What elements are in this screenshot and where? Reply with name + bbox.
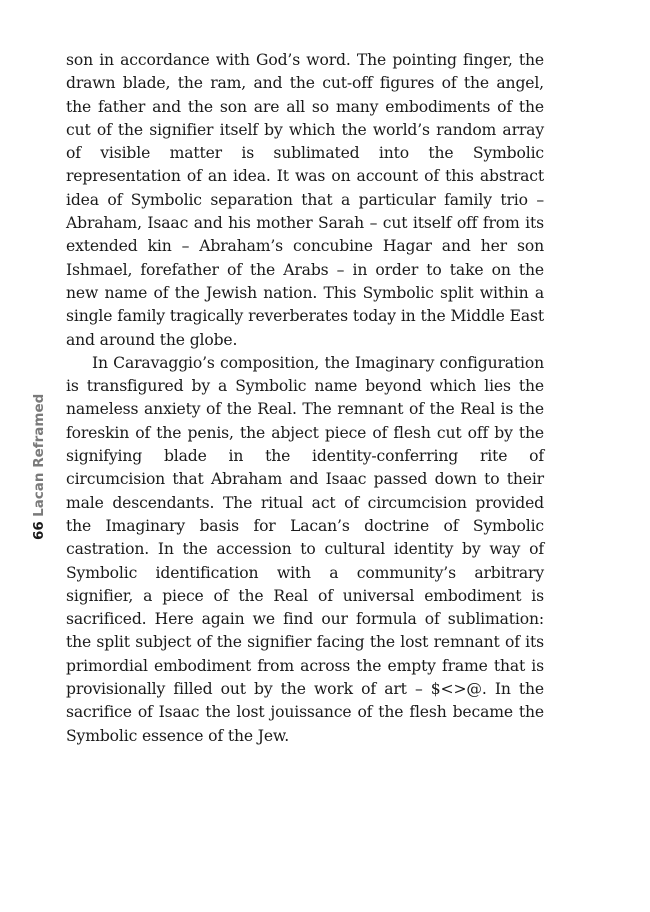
running-head [28,393,50,540]
running-head-text [28,393,50,540]
body-text [66,49,544,748]
book-title: Lacan Reframed [31,393,47,517]
paragraph-1: son in accordance with God’s word. The pointing finger, the drawn blade, the ram, and the cut-off figures of the angel, the father and the son are all so many embodiments of the cut of the signifier itself by which the world’s random array of visible matter is sublimated into the Symbolic representation of an idea. It was on account of this abstract idea of Symbolic separation that a particular family trio – Abraham, Isaac and his mother Sarah – cut itself off from its extended kin – Abraham’s concubine Hagar and her son Ishmael, forefather of the Arabs – in order to take on the new name of the Jewish nation. This Symbolic split within a single family tragically reverberates today in the Middle East and around the globe. [66,51,544,349]
paragraph-2: In Caravaggio’s composition, the Imaginary configuration is transfigured by a Symbolic name beyond which lies the nameless anxiety of the Real. The remnant of the Real is the foreskin of the penis, the abject piece of flesh cut off by the signifying blade in the identity-conferring rite of circumcision that Abraham and Isaac passed down to their male descendants. The ritual act of circumcision provided the Imaginary basis for Lacan’s doctrine of Symbolic castration. In the accession to cultural identity by way of Symbolic identification with a community’s arbitrary signifier, a piece of the Real of universal embodiment is sacrificed. Here again we find our formula of sublimation: the split subject of the signifier facing the lost remnant of its primordial embodiment from across the empty frame that is provisionally filled out by the work of art – $<>@. In the sacrifice of Isaac the lost jouissance of the flesh became the Symbolic essence of the Jew. [66,353,544,745]
page-number: 66 [31,521,47,540]
